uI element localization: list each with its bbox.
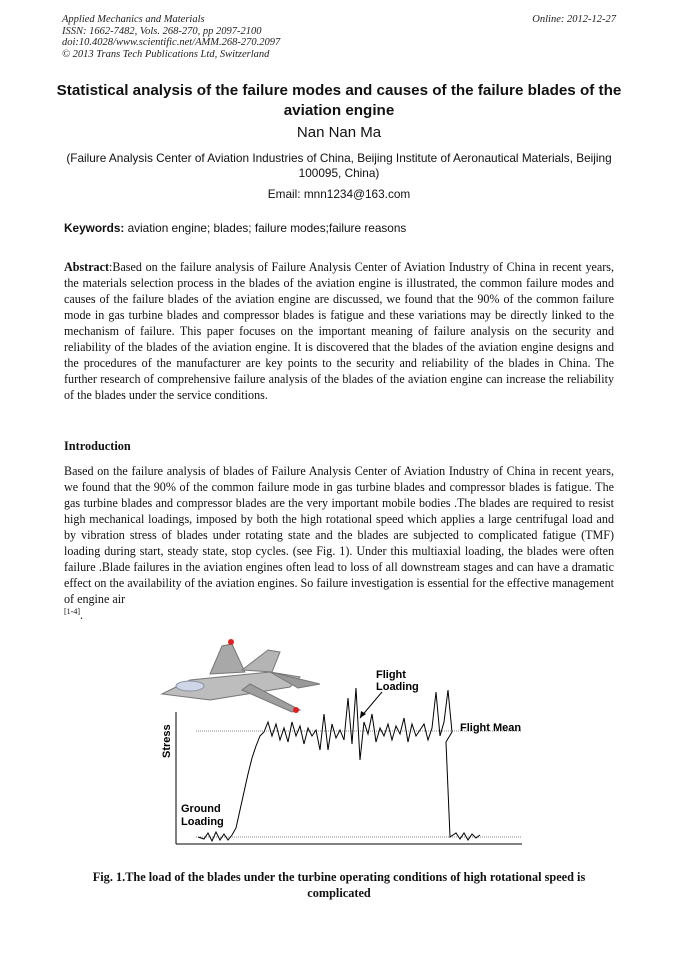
introduction-paragraph — [64, 463, 614, 623]
y-axis-label: Stress — [161, 724, 173, 758]
introduction-end: . — [80, 608, 84, 622]
author-name: Nan Nan Ma — [296, 124, 382, 141]
introduction-text: Based on the failure analysis of blades of Failure Analysis Center of Aviation Industry of China in recent years, we found that the 90% of the common failure mode in gas turbine blades and compressor blades is fatigue. The gas turbine blades and compressor blades are the very important mobile bodies .The blades are required to resist high mechanical loadings, imposed by both the high rotational speed which applies a large centrifugal load and by vibration stress of blades under rotating state and the blades are subjected to complicated fatigue (TMF) loading during start, steady state, stop cycles. (see Fig. 1). Under this multiaxial loading, the blades were often failure .Blade failures in the aviation engines often lead to loss of all downstream stages and can have a dramatic effect on the availability of the aviation engines. So failure investigation is essential for the effective management of engine air — [64, 464, 614, 606]
issn-line: ISSN: 1662-7482, Vols. 268-270, pp 2097-2100 — [62, 25, 262, 37]
paper-title: Statistical analysis of the failure modes and causes of the failure blades of the aviation engine — [56, 82, 622, 119]
author-email: Email: mnn1234@163.com — [267, 187, 411, 201]
affiliation: (Failure Analysis Center of Aviation Industries of China, Beijing Institute of Aeronautical Materials, Beijing 100095, China) — [66, 151, 612, 180]
keywords-label: Keywords: — [64, 221, 125, 235]
doi-line: doi:10.4028/www.scientific.net/AMM.268-270.2097 — [62, 37, 281, 48]
keywords-text: aviation engine; blades; failure modes;failure reasons — [124, 221, 407, 235]
stress-signal — [198, 688, 480, 841]
figure-caption: Fig. 1.The load of the blades under the turbine operating conditions of high rotational speed is complicated — [92, 870, 586, 900]
journal-name: Applied Mechanics and Materials — [62, 14, 205, 25]
online-date: Online: 2012-12-27 — [532, 14, 616, 25]
abstract-label: Abstract — [64, 260, 110, 274]
abstract-paragraph — [64, 259, 614, 403]
introduction-heading: Introduction — [64, 439, 131, 453]
jet-illustration — [162, 639, 320, 713]
keywords — [64, 221, 618, 235]
ground-loading-label-2: Loading — [181, 816, 224, 828]
citation-ref: [1-4] — [64, 606, 80, 616]
copyright-line: © 2013 Trans Tech Publications Ltd, Switzerland — [62, 48, 270, 60]
flight-loading-label-2: Loading — [376, 681, 419, 693]
ground-loading-label-1: Ground — [181, 803, 221, 815]
flight-loading-label-1: Flight — [376, 669, 406, 681]
load-figure — [150, 632, 550, 872]
journal-header — [62, 14, 616, 60]
flight-mean-label: Flight Mean — [460, 722, 522, 734]
abstract-text: :Based on the failure analysis of Failure Analysis Center of Aviation Industry of China in recent years, the materials selection process in the blades of the aviation engine is illustrated, the common failure modes and causes of the failure blades of the aviation engine are discussed, we found that the 90% of the common failure mode in gas turbine blades and compressor blades is fatigue and these variations may be directly linked to the mechanism of failure. This paper focuses on the important meaning of failure analysis on the security and reliability of the blades of the aviation engine. It is discovered that the blades of the aviation engine designs and the procedures of the manufacturer are key points to the security and reliability of the blades in China. The further research of comprehensive failure analysis of the blades of the aviation engine can increase the reliability of the blades under the service conditions. — [64, 260, 614, 402]
